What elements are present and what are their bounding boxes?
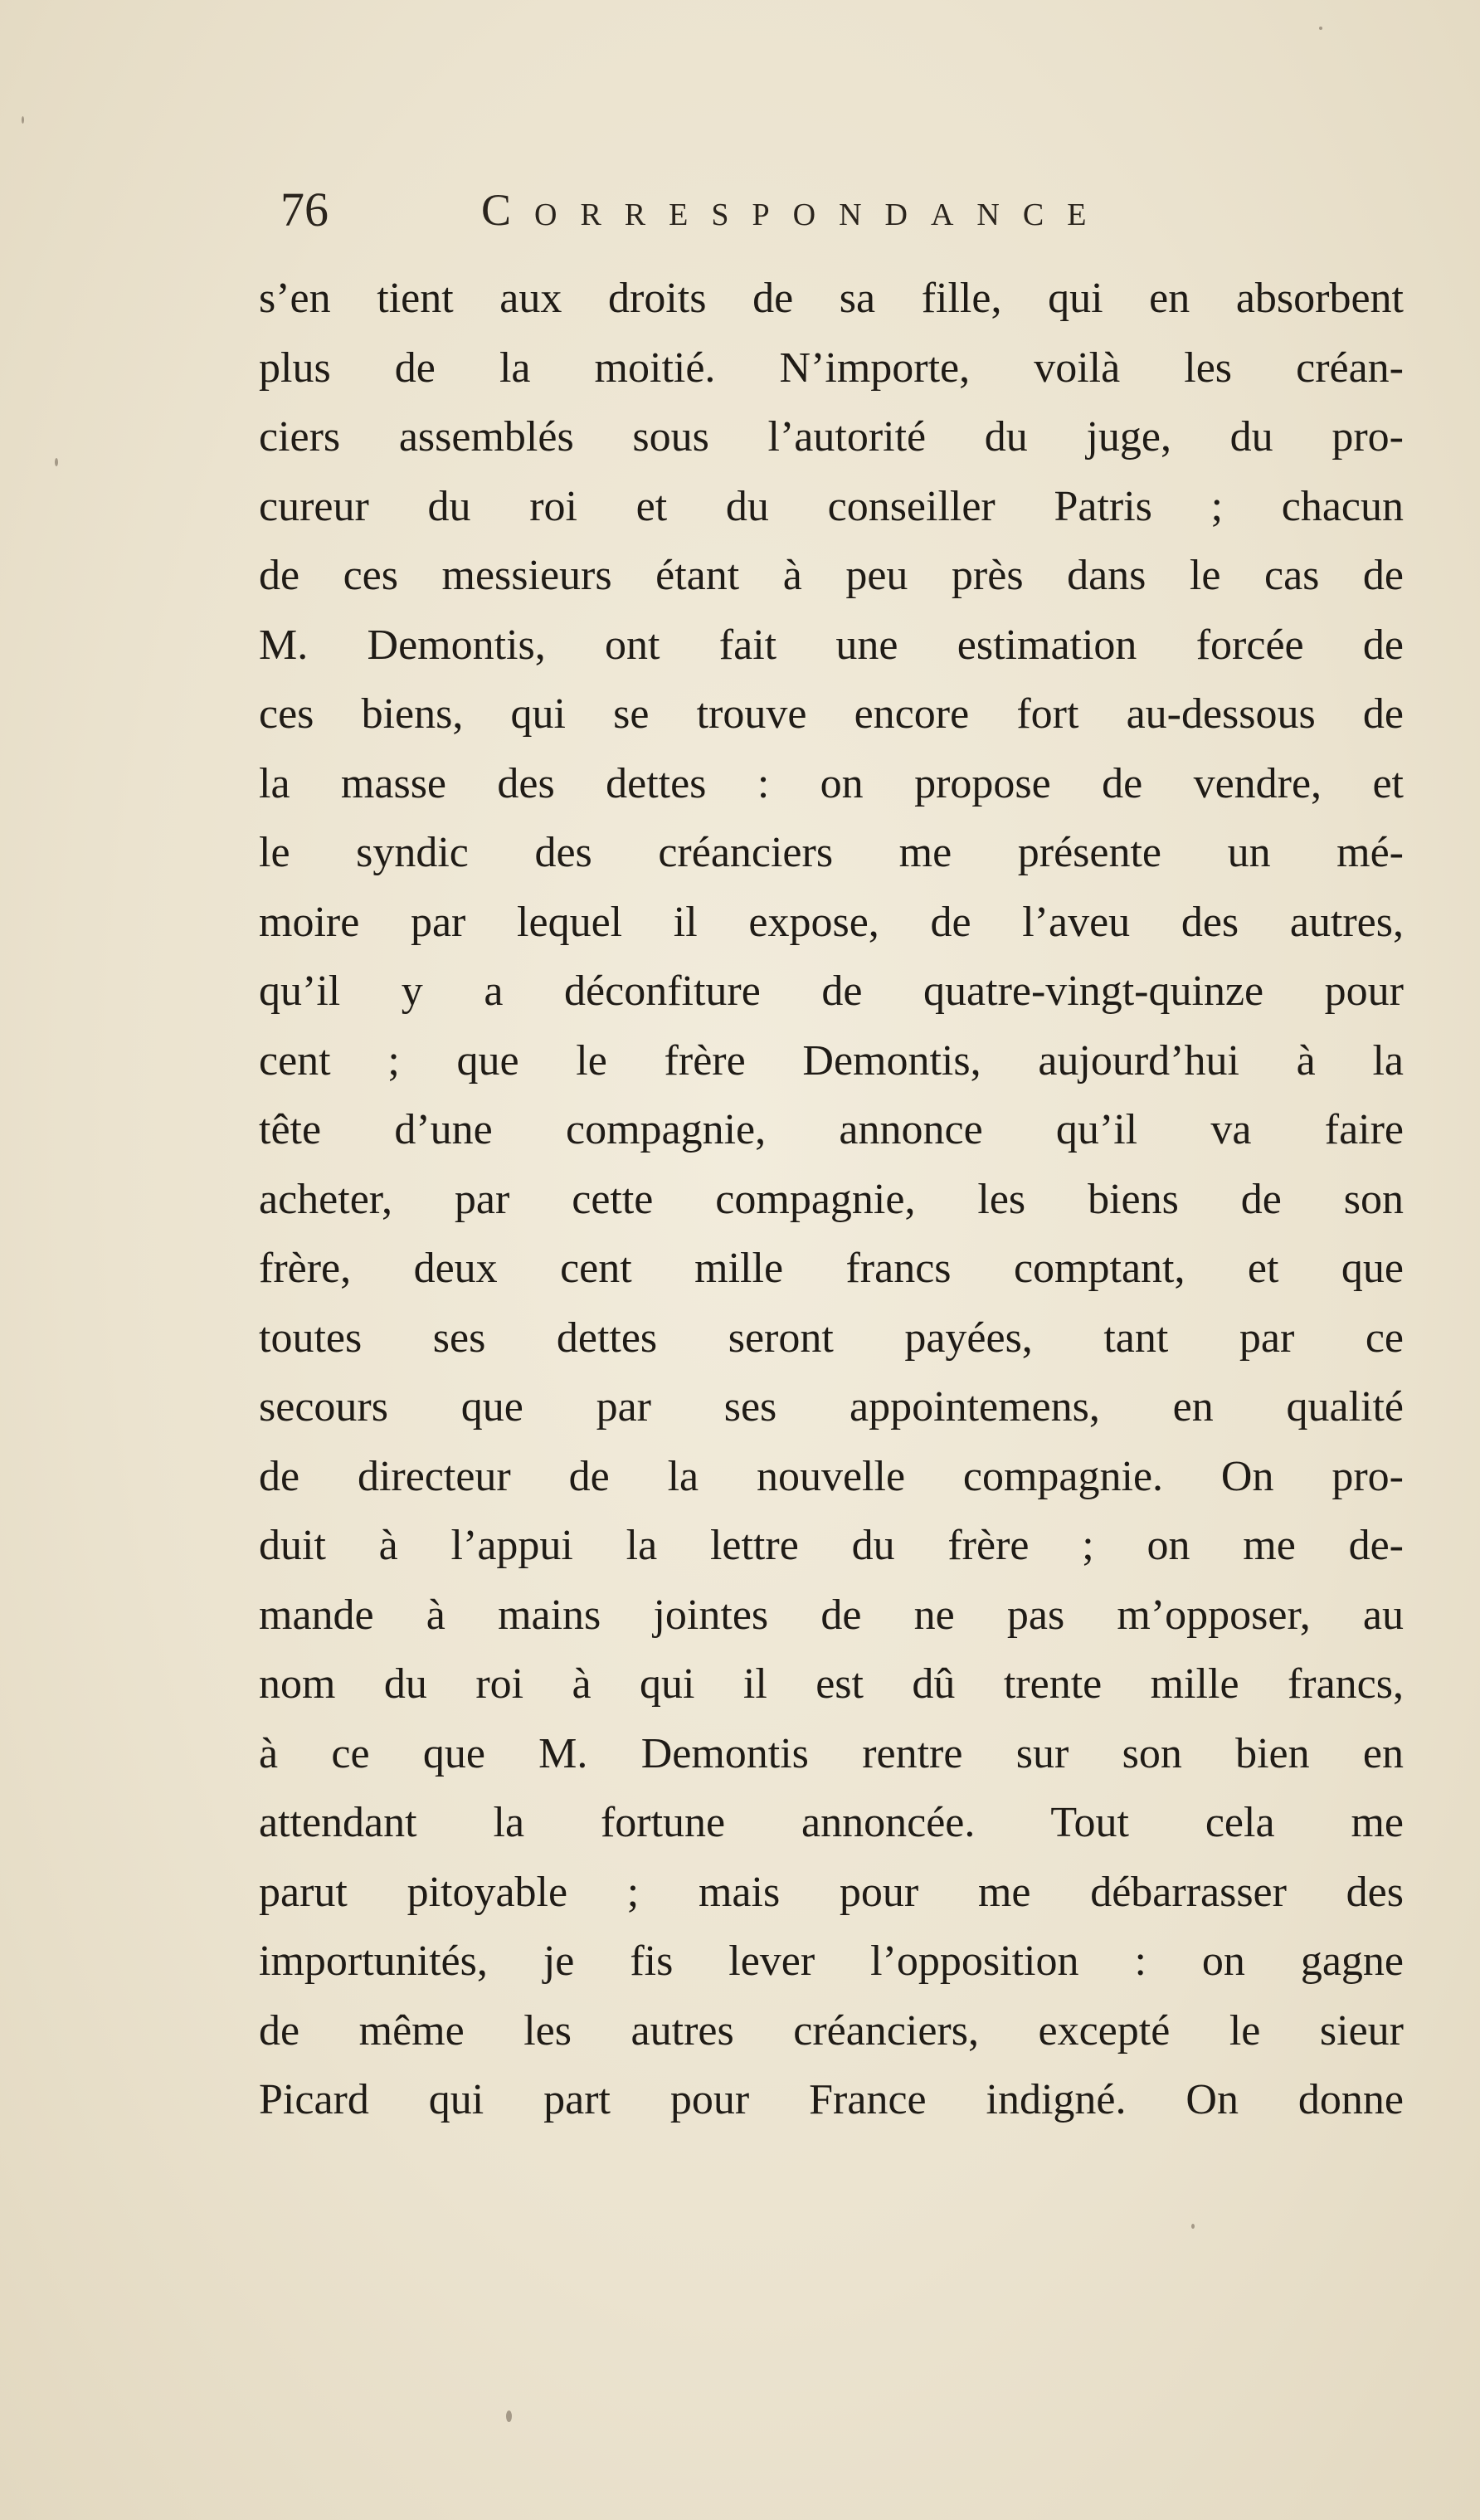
- text-line: parut pitoyable ; mais pour me débarrasser des: [259, 1868, 1404, 1916]
- text-line: s’en tient aux droits de sa fille, qui en absorbent: [259, 275, 1404, 322]
- paper-speck: [22, 116, 24, 124]
- text-line: de directeur de la nouvelle compagnie. On pro-: [259, 1452, 1404, 1500]
- text-line: mande à mains jointes de ne pas m’opposer, au: [259, 1591, 1404, 1639]
- text-line: cureur du roi et du conseiller Patris ; chacun: [259, 482, 1404, 530]
- running-title: Correspondance: [481, 185, 1110, 235]
- text-line: le syndic des créanciers me présente un mé-: [259, 829, 1404, 876]
- paper-speck: [1191, 2224, 1195, 2229]
- body-text: [259, 264, 1404, 2135]
- text-line: Picard qui part pour France indigné. On donne: [259, 2076, 1404, 2123]
- text-line: de même les autres créanciers, excepté le sieur: [259, 2006, 1404, 2055]
- text-line: moire par lequel il expose, de l’aveu des autres,: [259, 898, 1404, 946]
- text-line: attendant la fortune annoncée. Tout cela me: [259, 1799, 1404, 1846]
- text-line: secours que par ses appointemens, en qualité: [259, 1383, 1404, 1431]
- text-line: importunités, je fis lever l’opposition : on gagne: [259, 1938, 1404, 1985]
- text-line: qu’il y a déconfiture de quatre-vingt-quinze pour: [259, 968, 1404, 1015]
- text-line: frère, deux cent mille francs comptant, et que: [259, 1245, 1404, 1292]
- page-number: 76: [280, 183, 329, 236]
- text-line: plus de la moitié. N’importe, voilà les créan-: [259, 344, 1404, 392]
- paper-speck: [506, 2410, 512, 2422]
- text-line: nom du roi à qui il est dû trente mille francs,: [259, 1660, 1404, 1708]
- text-line: cent ; que le frère Demontis, aujourd’hui à la: [259, 1036, 1404, 1085]
- text-line: acheter, par cette compagnie, les biens de son: [259, 1175, 1404, 1223]
- text-line: toutes ses dettes seront payées, tant par ce: [259, 1314, 1404, 1362]
- text-line: duit à l’appui la lettre du frère ; on me de-: [259, 1522, 1404, 1569]
- text-line: ces biens, qui se trouve encore fort au-dessous de: [259, 690, 1404, 738]
- text-line: tête d’une compagnie, annonce qu’il va faire: [259, 1106, 1404, 1153]
- text-line: la masse des dettes : on propose de vendre, et: [259, 759, 1404, 807]
- running-head: [267, 174, 1412, 249]
- paper-speck: [1319, 27, 1322, 30]
- text-line: ciers assemblés sous l’autorité du juge, du pro-: [259, 413, 1404, 461]
- text-line: à ce que M. Demontis rentre sur son bien en: [259, 1729, 1404, 1777]
- paper-speck: [55, 458, 58, 466]
- text-line: de ces messieurs étant à peu près dans le cas de: [259, 552, 1404, 599]
- text-line: M. Demontis, ont fait une estimation forcée de: [259, 621, 1404, 669]
